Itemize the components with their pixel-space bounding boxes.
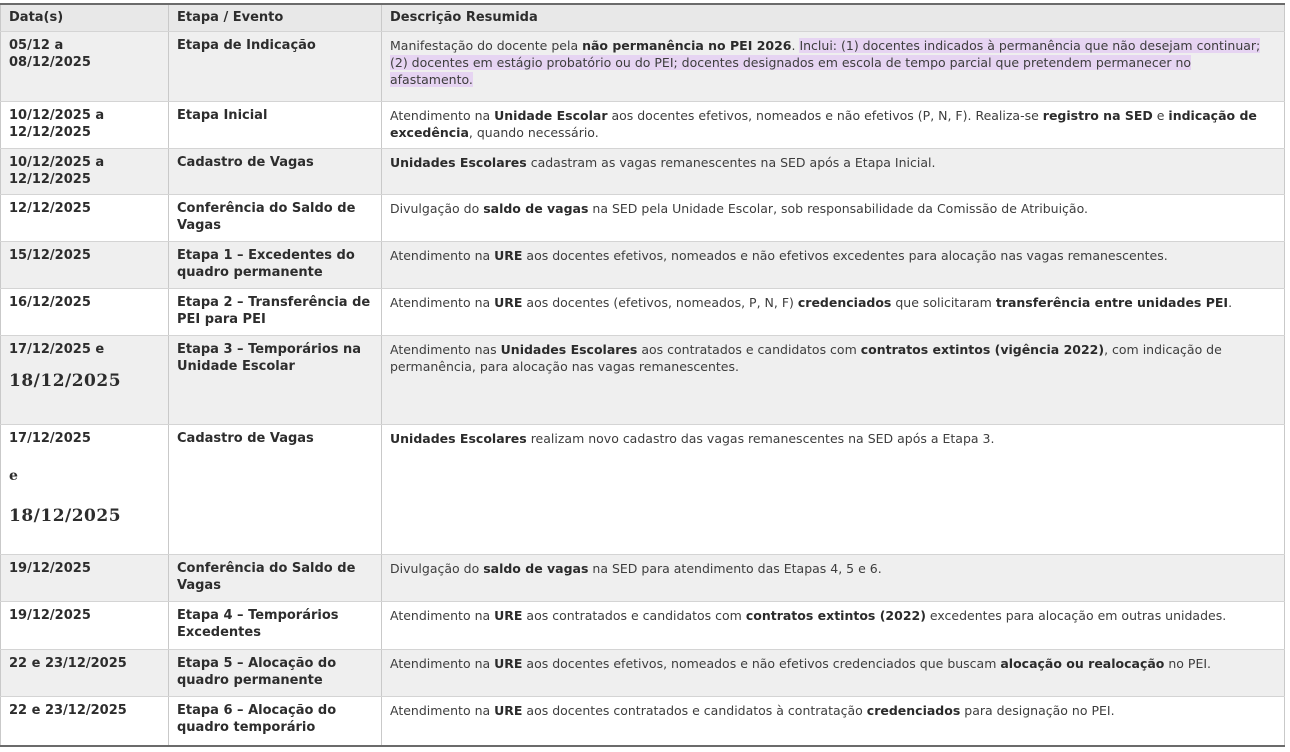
date-cell [1, 32, 169, 102]
plain-text: Divulgação do [390, 201, 484, 216]
bold-text: URE [494, 295, 523, 310]
plain-text: Atendimento nas [390, 342, 501, 357]
date-cell [1, 195, 169, 242]
bold-text: credenciados [797, 295, 892, 310]
date-line: 22 e 23/12/2025 [9, 703, 127, 718]
event-cell: Cadastro de Vagas [169, 425, 382, 555]
description-cell [382, 425, 1285, 555]
column-header-datas: Data(s) [1, 4, 169, 32]
plain-text: cadastram as vagas remanescentes na SED após a Etapa Inicial. [526, 155, 936, 170]
bold-text: URE [494, 703, 523, 718]
bold-text: contratos extintos (2022) [745, 608, 926, 623]
date-cell [1, 555, 169, 602]
date-line: 18/12/2025 [9, 371, 122, 391]
date-cell [1, 289, 169, 336]
date-line: 10/12/2025 a [9, 155, 105, 170]
date-cell [1, 336, 169, 425]
bold-text: saldo de vagas [483, 561, 589, 576]
date-line: 15/12/2025 [9, 248, 91, 263]
bold-text: URE [494, 608, 523, 623]
date-line: 12/12/2025 [9, 201, 91, 216]
date-line: 05/12 a [9, 38, 64, 53]
header-row [1, 4, 1285, 32]
description-cell [382, 195, 1285, 242]
schedule-table-body [1, 32, 1285, 746]
plain-text: para designação no PEI. [960, 703, 1115, 718]
plain-text: no PEI. [1164, 656, 1212, 671]
schedule-table-header [1, 4, 1285, 32]
column-header-etapa-evento: Etapa / Evento [169, 4, 382, 32]
table-row [1, 242, 1285, 289]
plain-text: , com indicação de permanência, para alocação nas vagas remanescentes. [390, 342, 1222, 374]
plain-text: aos docentes efetivos, nomeados e não efetivos (P, N, F). Realiza-se [607, 108, 1043, 123]
plain-text: Manifestação do docente pela [390, 38, 583, 53]
plain-text: . [1228, 295, 1233, 310]
bold-text: alocação ou realocação [1000, 656, 1165, 671]
schedule-table [0, 3, 1285, 747]
date-line: 17/12/2025 e [9, 342, 105, 357]
table-row [1, 425, 1285, 555]
plain-text: excedentes para alocação em outras unidades. [925, 608, 1227, 623]
event-cell: Conferência do Saldo de Vagas [169, 195, 382, 242]
event-cell: Etapa 3 – Temporários na Unidade Escolar [169, 336, 382, 425]
bold-text: não permanência no PEI 2026 [582, 38, 792, 53]
plain-text: aos docentes (efetivos, nomeados, P, N, F) [522, 295, 798, 310]
date-line: 19/12/2025 [9, 561, 91, 576]
bold-text: URE [494, 656, 523, 671]
bold-text: Unidade Escolar [494, 108, 608, 123]
description-cell [382, 555, 1285, 602]
event-cell: Etapa Inicial [169, 102, 382, 149]
event-cell: Conferência do Saldo de Vagas [169, 555, 382, 602]
date-line: 19/12/2025 [9, 608, 91, 623]
bold-text: Unidades Escolares [500, 342, 638, 357]
bold-text: saldo de vagas [483, 201, 589, 216]
plain-text: na SED pela Unidade Escolar, sob responsabilidade da Comissão de Atribuição. [588, 201, 1088, 216]
bold-text: URE [494, 248, 523, 263]
plain-text: aos docentes contratados e candidatos à contratação [522, 703, 867, 718]
event-cell: Etapa de Indicação [169, 32, 382, 102]
table-row [1, 697, 1285, 746]
table-row [1, 602, 1285, 650]
event-cell: Etapa 6 – Alocação do quadro temporário [169, 697, 382, 746]
bold-text: contratos extintos (vigência 2022) [860, 342, 1105, 357]
date-line: 12/12/2025 [9, 125, 91, 140]
table-row [1, 555, 1285, 602]
event-cell: Etapa 1 – Excedentes do quadro permanente [169, 242, 382, 289]
plain-text: aos docentes efetivos, nomeados e não efetivos excedentes para alocação nas vagas remanescentes. [522, 248, 1168, 263]
bold-text: transferência entre unidades PEI [995, 295, 1229, 310]
bold-text: registro na SED [1042, 108, 1153, 123]
date-cell [1, 650, 169, 697]
bold-text: indicação de excedência [390, 108, 1257, 140]
date-line: e [9, 468, 18, 484]
event-cell: Etapa 4 – Temporários Excedentes [169, 602, 382, 650]
plain-text: Atendimento na [390, 656, 495, 671]
date-line: 22 e 23/12/2025 [9, 656, 127, 671]
table-row [1, 650, 1285, 697]
description-cell [382, 242, 1285, 289]
plain-text: . [791, 38, 800, 53]
table-row [1, 289, 1285, 336]
plain-text: aos contratados e candidatos com [522, 608, 746, 623]
table-row [1, 32, 1285, 102]
date-line: 12/12/2025 [9, 172, 91, 187]
date-cell [1, 149, 169, 195]
date-cell [1, 697, 169, 746]
date-line: 18/12/2025 [9, 506, 122, 526]
description-cell [382, 650, 1285, 697]
event-cell: Etapa 5 – Alocação do quadro permanente [169, 650, 382, 697]
plain-text: aos contratados e candidatos com [637, 342, 861, 357]
table-row [1, 149, 1285, 195]
table-row [1, 102, 1285, 149]
plain-text: Atendimento na [390, 108, 495, 123]
event-cell: Cadastro de Vagas [169, 149, 382, 195]
date-cell [1, 602, 169, 650]
plain-text: Divulgação do [390, 561, 484, 576]
plain-text: realizam novo cadastro das vagas remanescentes na SED após a Etapa 3. [526, 431, 995, 446]
description-cell [382, 602, 1285, 650]
date-line: 08/12/2025 [9, 55, 91, 70]
table-row [1, 195, 1285, 242]
bold-text: credenciados [866, 703, 961, 718]
plain-text: Atendimento na [390, 608, 495, 623]
plain-text: e [1152, 108, 1169, 123]
plain-text: Atendimento na [390, 703, 495, 718]
plain-text: aos docentes efetivos, nomeados e não efetivos credenciados que buscam [522, 656, 1001, 671]
date-cell [1, 242, 169, 289]
date-line: 10/12/2025 a [9, 108, 105, 123]
plain-text: que solicitaram [891, 295, 996, 310]
description-cell [382, 289, 1285, 336]
description-cell [382, 336, 1285, 425]
event-cell: Etapa 2 – Transferência de PEI para PEI [169, 289, 382, 336]
bold-text: Unidades Escolares [390, 431, 527, 446]
description-cell [382, 697, 1285, 746]
date-cell [1, 102, 169, 149]
column-header-descricao-resumida: Descrição Resumida [382, 4, 1285, 32]
highlighted-text: Inclui: (1) docentes indicados à permanência que não desejam continuar; (2) docentes em estágio probatório ou do PEI; docentes designados em escola de tempo parcial que pretendem permanecer no afastamento. [390, 38, 1261, 87]
description-cell [382, 102, 1285, 149]
date-line: 17/12/2025 [9, 431, 91, 446]
plain-text: na SED para atendimento das Etapas 4, 5 e 6. [588, 561, 882, 576]
date-line: 16/12/2025 [9, 295, 91, 310]
bold-text: Unidades Escolares [390, 155, 527, 170]
date-cell [1, 425, 169, 555]
plain-text: Atendimento na [390, 295, 495, 310]
description-cell [382, 32, 1285, 102]
table-row [1, 336, 1285, 425]
plain-text: , quando necessário. [468, 125, 599, 140]
plain-text: Atendimento na [390, 248, 495, 263]
description-cell [382, 149, 1285, 195]
